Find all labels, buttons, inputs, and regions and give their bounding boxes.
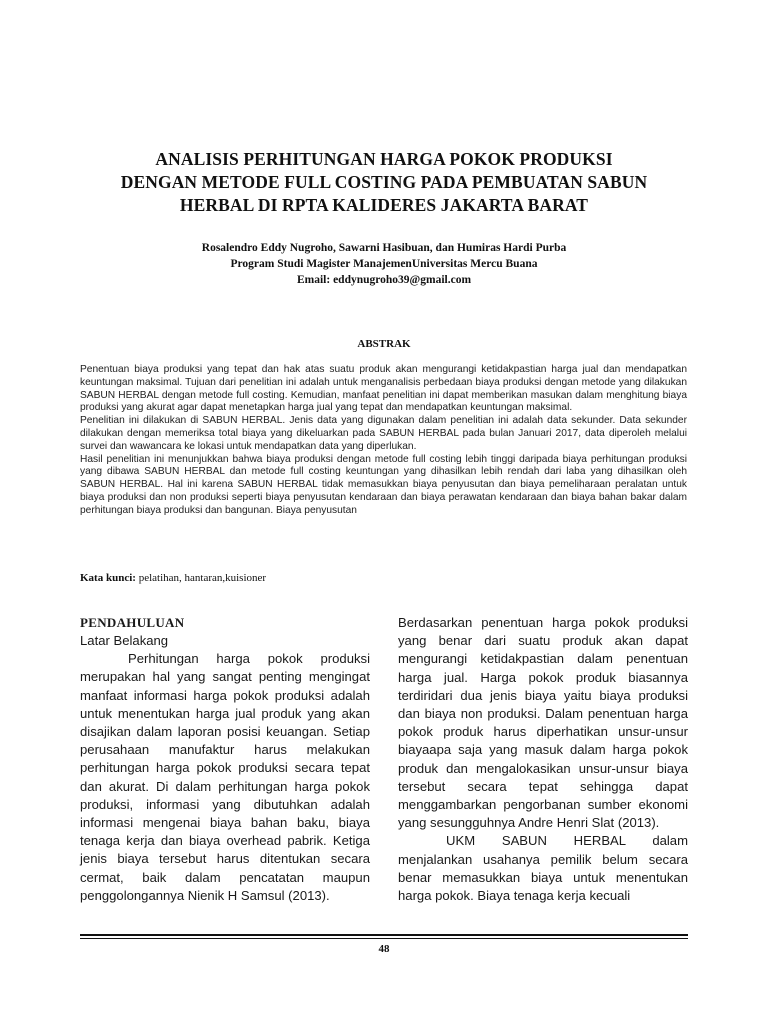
title-line: HERBAL DI RPTA KALIDERES JAKARTA BARAT	[179, 195, 589, 215]
author-email: Email: eddynugroho39@gmail.com	[296, 274, 472, 286]
footer-rule	[80, 934, 688, 936]
body-column-left	[80, 614, 370, 905]
abstract-paragraph: Penelitian ini dilakukan di SABUN HERBAL. Jenis data yang digunakan dalam penelitian ini adalah data sekunder. Data sekunder dilakukan dengan memeriksa total biaya yang dikeluarkan pada SABUN HERBAL pada bulan Januari 2017, data diperoleh melalui survei dan wawancara ke lokasi untuk mendapatkan data yang diperlukan.	[80, 415, 687, 452]
affiliation: Program Studi Magister ManajemenUniversitas Mercu Buana	[230, 258, 538, 270]
abstract-body	[80, 364, 687, 518]
abstract-heading: ABSTRAK	[357, 338, 411, 350]
body-paragraph: Berdasarkan penentuan harga pokok produksi yang benar dari suatu produk akan dapat mengurangi ketidakpastian dalam penentuan harga jual. Harga pokok produk biasannya terdiridari dua jenis biaya yaitu biaya produksi dan biaya non produksi. Dalam penentuan harga pokok produk harus diperhatikan unsur-unsur biayaapa saja yang masuk dalam harga pokok produk dan mengalokasikan unsur-unsur biaya tersebut secara tepat sehingga dapat menggambarkan pengorbanan sumber ekonomi yang sesungguhnya Andre Henri Slat (2013).	[398, 615, 688, 831]
title-line: DENGAN METODE FULL COSTING PADA PEMBUATAN SABUN	[120, 172, 648, 192]
paper-title	[100, 148, 668, 217]
subsection-heading: Latar Belakang	[80, 633, 169, 648]
page-number: 48	[378, 943, 390, 955]
body-paragraph: Perhitungan harga pokok produksi merupakan hal yang sangat penting mengingat manfaat informasi harga pokok produksi adalah untuk menentukan harga jual produk yang akan disajikan dalam laporan posisi keuangan. Setiap perusahaan manufaktur harus melakukan perhitungan harga pokok produksi secara tepat dan akurat. Di dalam perhitungan harga pokok produksi, informasi yang dibutuhkan adalah informasi mengenai biaya bahan baku, biaya tenaga kerja dan biaya overhead pabrik. Ketiga jenis biaya tersebut harus ditentukan secara cermat, baik dalam pencatatan maupun penggolongannya Nienik H Samsul (2013).	[80, 651, 370, 903]
body-column-right	[398, 614, 688, 905]
abstract-paragraph: Penentuan biaya produksi yang tepat dan hak atas suatu produk akan mengurangi ketidakpastian harga jual dan mendapatkan keuntungan maksimal. Tujuan dari penelitian ini adalah untuk menganalisis perbedaan biaya produksi dengan metode yang dilakukan SABUN HERBAL dengan metode full costing. Kemudian, manfaat penelitian ini dapat memberikan masukan dalam menghitung biaya produksi yang akurat agar dapat menetapkan harga jual yang tepat dan mendapatkan keuntungan maksimal.	[80, 364, 687, 414]
keywords-line	[80, 572, 688, 584]
title-line: ANALISIS PERHITUNGAN HARGA POKOK PRODUKSI	[155, 149, 613, 169]
footer-rule-thin	[80, 938, 688, 939]
abstract-paragraph: Hasil penelitian ini menunjukkan bahwa biaya produksi dengan metode full costing lebih tinggi daripada biaya perhitungan produksi yang dibawa SABUN HERBAL dan metode full costing keuntungan yang dihasilkan lebih rendah dari laba yang dihasilkan oleh SABUN HERBAL. Hal ini karena SABUN HERBAL tidak memasukkan biaya penyusutan dan biaya pemeliharaan peralatan untuk biaya produksi dan non produksi seperti biaya penyusutan kendaraan dan biaya perawatan kendaraan dan biaya bahan bakar dalam perhitungan biaya produksi dan bangunan. Biaya penyusutan	[80, 453, 687, 516]
author-names: Rosalendro Eddy Nugroho, Sawarni Hasibuan, dan Humiras Hardi Purba	[201, 242, 567, 254]
author-block	[80, 240, 688, 288]
keywords-value: pelatihan, hantaran,kuisioner	[135, 572, 267, 584]
keywords-label: Kata kunci:	[80, 572, 136, 584]
section-heading: PENDAHULUAN	[80, 615, 185, 630]
body-paragraph: UKM SABUN HERBAL dalam menjalankan usahanya pemilik belum secara benar memasukkan biaya untuk menentukan harga pokok. Biaya tenaga kerja kecuali	[398, 833, 688, 904]
